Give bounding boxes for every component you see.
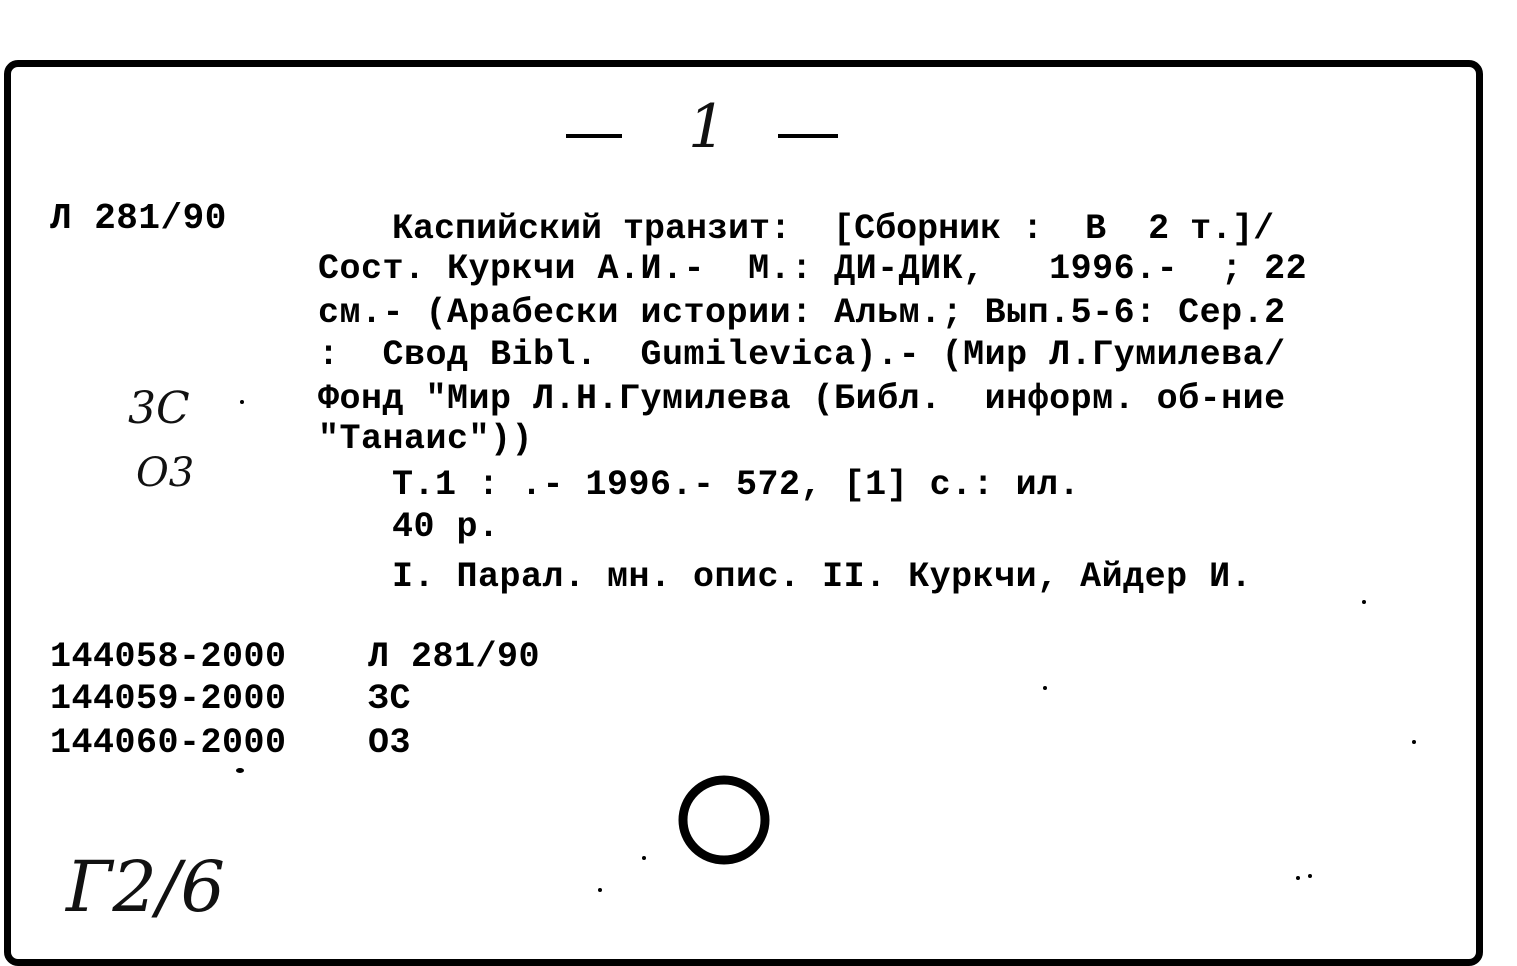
page-number: 1 [688,92,727,162]
price-line: 40 р. [392,507,500,547]
shelf-mark: Л 281/90 [50,198,227,239]
speck [240,400,244,404]
handwritten-code-2: О3 [136,450,195,496]
description-line-3: см.- (Арабески истории: Альм.; Вып.5-6: Сер.2 [318,293,1286,333]
header-dash-left [566,134,622,138]
speck [1308,874,1312,878]
speck [1412,740,1416,744]
card-hole-icon [674,772,776,868]
speck [642,856,646,860]
speck [1296,876,1300,880]
speck [598,888,602,892]
handwritten-footer: Г2/6 [66,846,226,928]
inventory-number-2: 144059-2000 [50,679,287,719]
inventory-number-1: 144058-2000 [50,637,287,677]
speck [1043,686,1047,690]
inventory-number-3: 144060-2000 [50,723,287,763]
volume-line: T.1 : .- 1996.- 572, [1] с.: ил. [392,465,1081,505]
header-dash-right [778,134,838,138]
description-line-5: Фонд "Мир Л.Н.Гумилева (Библ. информ. об-ние [318,379,1286,419]
description-line-2: Сост. Куркчи А.И.- М.: ДИ-ДИК, 1996.- ; 22 [318,249,1308,289]
description-text-1: Каспийский транзит: [Сборник : В 2 т.]/ [392,209,1275,249]
description-line-4: : Свод Bibl. Gumilevica).- (Мир Л.Гумилева/ [318,335,1286,375]
inventory-location-3: О3 [368,723,412,763]
speck [236,768,244,773]
description-line-6: "Танаис")) [318,419,534,459]
inventory-location-1: Л 281/90 [368,637,541,677]
inventory-location-2: ЗС [368,679,412,719]
speck [1362,600,1366,604]
tracings-line: I. Парал. мн. опис. II. Куркчи, Айдер И. [392,557,1253,597]
handwritten-code-1: 3С [128,383,190,434]
